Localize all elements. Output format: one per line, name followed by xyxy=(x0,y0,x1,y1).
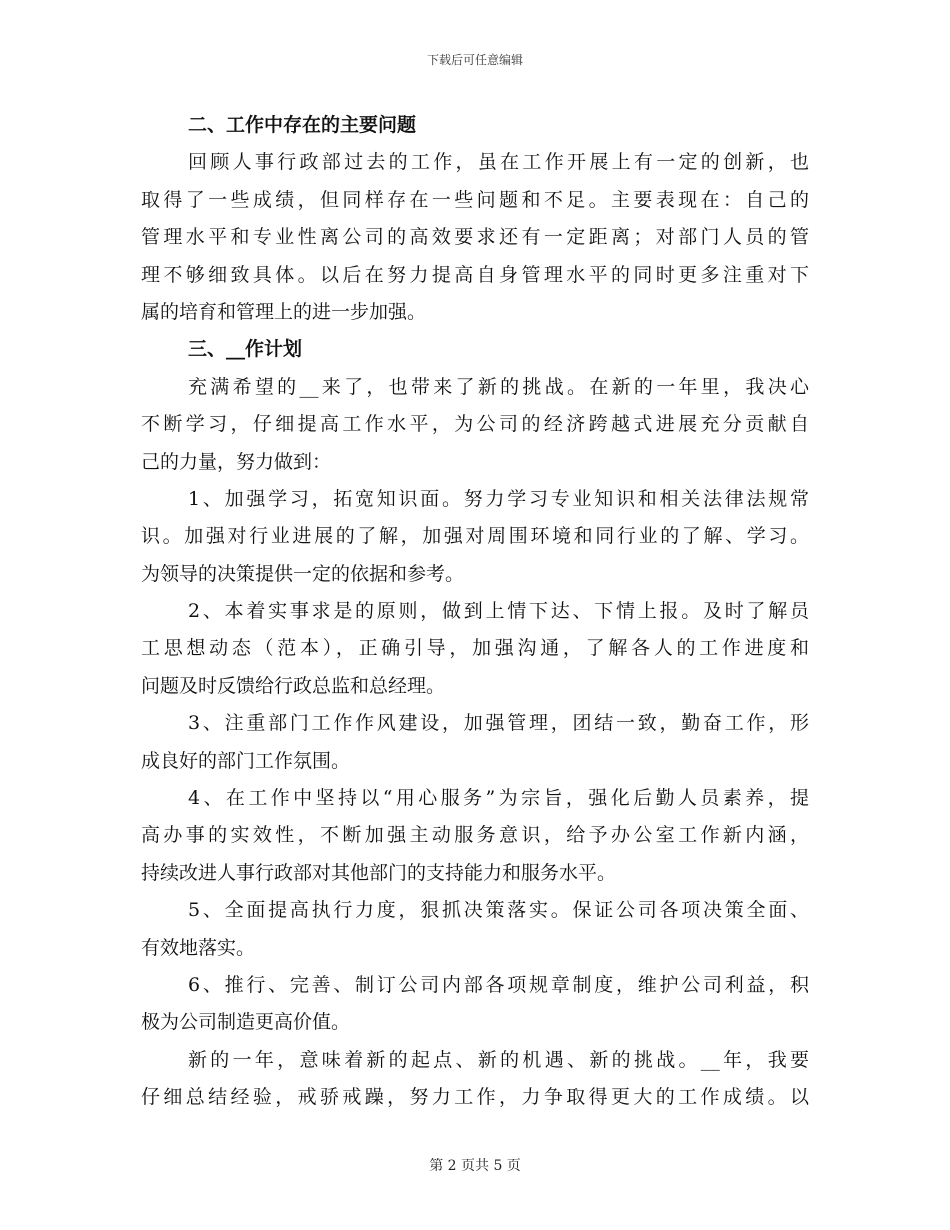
text-line: 成良好的部门工作氛围。 xyxy=(141,749,351,772)
text-line: 有效地落实。 xyxy=(141,936,256,959)
text-line: 5、全面提高执行力度，狠抓决策落实。保证公司各项决策全面、 xyxy=(188,899,809,922)
text-line: 不断学习，仔细提高工作水平，为公司的经济跨越式进展充分贡献自 xyxy=(141,413,809,436)
page-footer: 第 2 页共 5 页 xyxy=(429,1158,521,1174)
text-line: 高办事的实效性，不断加强主动服务意识，给予办公室工作新内涵， xyxy=(141,824,809,847)
text-line: 新的一年，意味着新的起点、新的机遇、新的挑战。__年，我要 xyxy=(188,1048,809,1071)
text-line: 属的培育和管理上的进一步加强。 xyxy=(141,300,427,323)
text-line: 3、注重部门工作作风建设，加强管理，团结一致，勤奋工作，形 xyxy=(188,712,809,735)
text-line: 识。加强对行业进展的了解，加强对周围环境和同行业的了解、学习。 xyxy=(141,525,809,548)
document-body xyxy=(141,107,809,1117)
text-line: 仔细总结经验，戒骄戒躁，努力工作，力争取得更大的工作成绩。以 xyxy=(141,1086,809,1109)
text-line: 1、加强学习，拓宽知识面。努力学习专业知识和相关法律法规常 xyxy=(188,487,809,510)
section-heading: 二、工作中存在的主要问题 xyxy=(188,114,417,136)
text-line: 为领导的决策提供一定的依据和参考。 xyxy=(141,562,465,585)
text-line: 工思想动态（范本），正确引导，加强沟通，了解各人的工作进度和 xyxy=(141,637,809,660)
text-line: 持续改进人事行政部对其他部门的支持能力和服务水平。 xyxy=(141,861,617,884)
text-line: 取得了一些成绩，但同样存在一些问题和不足。主要表现在：自己的 xyxy=(141,188,809,211)
text-line: 6、推行、完善、制订公司内部各项规章制度，维护公司利益，积 xyxy=(188,973,809,996)
text-line: 极为公司制造更高价值。 xyxy=(141,1011,351,1034)
text-line: 2、本着实事求是的原则，做到上情下达、下情上报。及时了解员 xyxy=(188,600,809,623)
text-line: 理不够细致具体。以后在努力提高自身管理水平的同时更多注重对下 xyxy=(141,263,809,286)
page-header: 下载后可任意编辑 xyxy=(426,53,523,67)
text-line: 4、在工作中坚持以“用心服务”为宗旨，强化后勤人员素养，提 xyxy=(188,787,809,810)
text-line: 充满希望的__来了，也带来了新的挑战。在新的一年里，我决心 xyxy=(188,375,809,398)
section-heading: 三、__作计划 xyxy=(188,338,303,361)
text-line: 管理水平和专业性离公司的高效要求还有一定距离；对部门人员的管 xyxy=(141,226,809,249)
text-line: 回顾人事行政部过去的工作，虽在工作开展上有一定的创新，也 xyxy=(188,151,809,174)
text-line: 问题及时反馈给行政总监和总经理。 xyxy=(141,674,446,697)
text-line: 己的力量，努力做到： xyxy=(141,450,332,473)
